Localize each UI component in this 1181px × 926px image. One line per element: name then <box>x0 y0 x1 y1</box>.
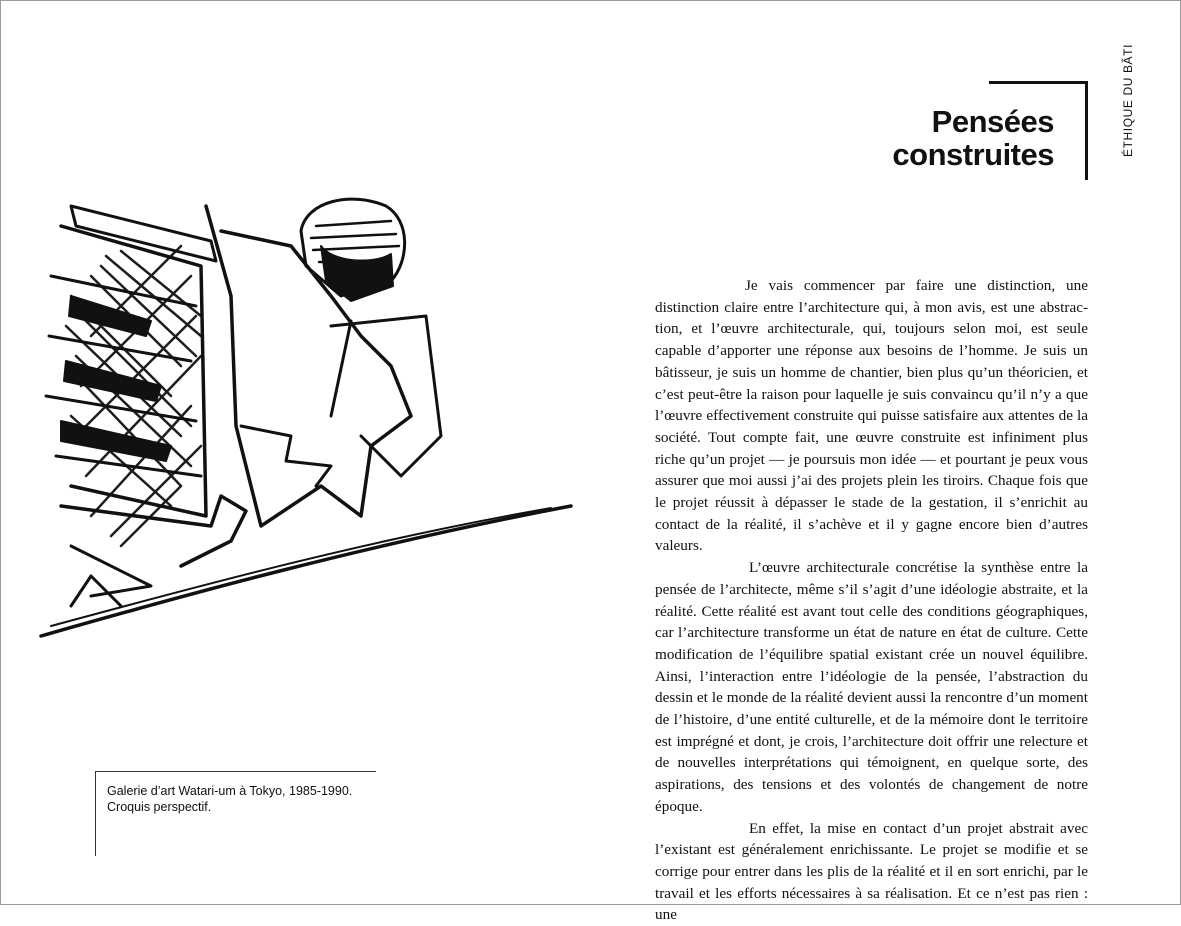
title-line-1: Pensées <box>931 104 1054 139</box>
title-line-2: construites <box>892 137 1054 172</box>
body-text <box>655 275 1088 926</box>
paragraph: En effet, la mise en contact d’un projet abstrait avec l’existant est généralement enrichissante. Le projet se modifie et se corrige pour entrer dans les plis de la réalité et il en sort enrichi, par le travail et les efforts nécessaires à sa réalisation. Et ce n’est pas rien : une <box>655 819 1088 924</box>
figure-caption <box>107 783 352 815</box>
paragraph: L’œuvre architecturale concrétise la synthèse entre la pensée de l’architecte, même s’il s’agit d’une idéologie abstraite, et la réalité. Cette réalité est avant tout celle des conditions géographiques, car l’architecture transforme un état de nature en état de culture. Cette modification de l’équilibre spatial existant crée un nouvel équilibre. Ainsi, l’interaction entre l’idéologie de la pensée, l’abstraction du dessin et le monde de la réalité devient aussi la rencontre d’un moment de l’histoire, d’une entité culturelle, et de la mémoire dont le territoire est imprégné et dont, je crois, l’architecture doit offrir une relecture et de nouvelles interprétations qui témoignent, en quelque sorte, des aspirations, des tensions et des volontés de changement de notre époque. <box>655 559 1088 815</box>
paragraph: Je vais commencer par faire une distinction, une distinction claire entre l’architecture qui, à mon avis, est une abstraction, et l’œuvre architecturale, qui, toujours selon moi, est seule capable d’apporter une réponse aux besoins de l’homme. Je suis un bâtisseur, je suis un homme de chantier, bien plus qu’un théoricien, et c’est peut-être la raison pour laquelle je suis convaincu qu’il n’y a que l’œuvre effectivement construite qui puisse satisfaire aux attentes de la société. Tout compte fait, une œuvre construite est infiniment plus riche qu’un projet — je poursuis mon idée — et pourtant je peux vous assurer que moi aussi j’ai des projets plein les tiroirs. Chaque fois que le projet réussit à dépasser le stade de la gestation, il s’enrichit au contact de la réalité, il s’achève et il y gagne encore bien d’autres valeurs. <box>655 277 1088 555</box>
chapter-title <box>892 105 1054 171</box>
sketch-illustration <box>31 186 581 646</box>
caption-line-1: Galerie d’art Watari-um à Tokyo, 1985-1990. <box>107 784 353 798</box>
caption-line-2: Croquis perspectif. <box>107 800 212 814</box>
section-label: ÉTHIQUE DU BÂTI <box>1121 43 1135 157</box>
